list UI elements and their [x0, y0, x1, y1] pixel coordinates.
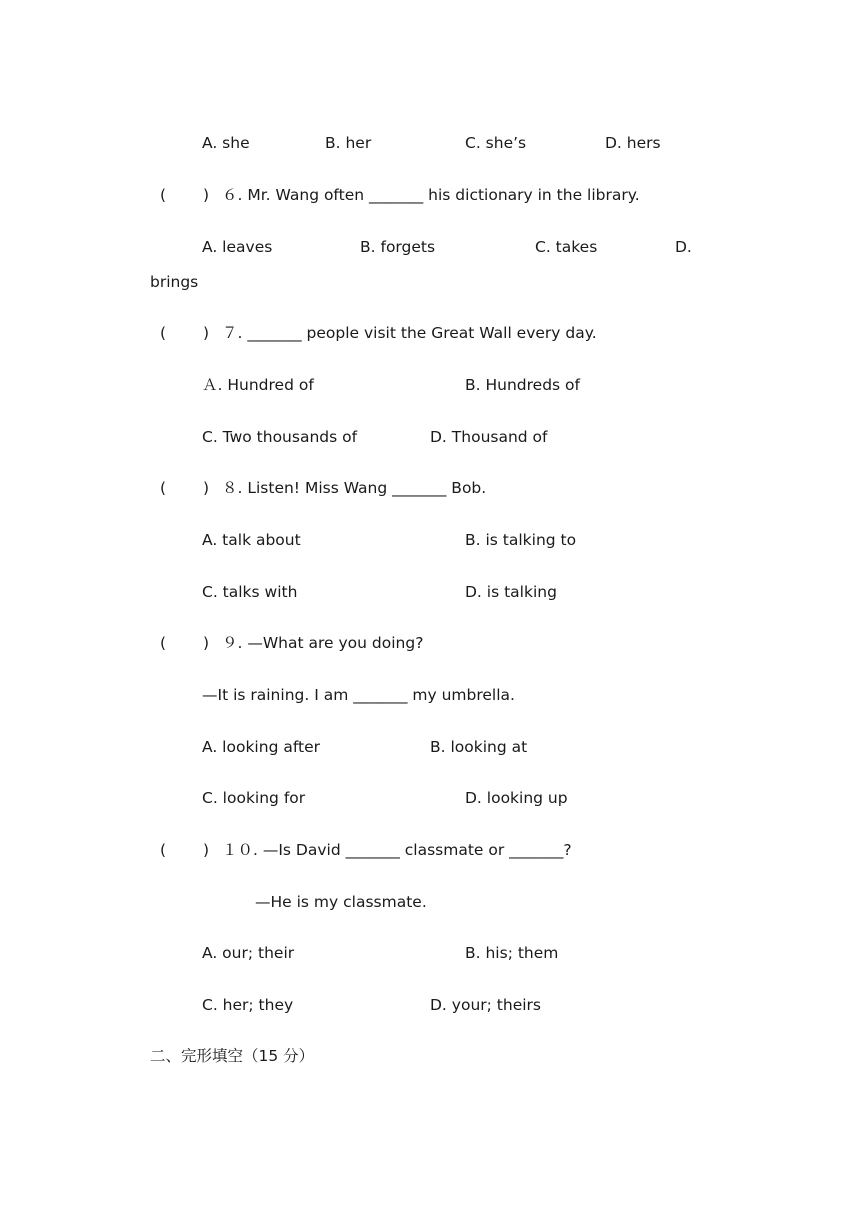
q8-option-d: D. is talking — [465, 583, 557, 601]
q5-option-a: A. she — [202, 134, 250, 152]
q8-answer-paren-open: ( — [160, 479, 167, 497]
q7-option-a: Ａ. Hundred of — [202, 376, 314, 394]
q7-answer-paren-open: ( — [160, 324, 167, 342]
q10-answer-paren-close: ) — [203, 841, 210, 859]
q7-option-c: C. Two thousands of — [202, 428, 358, 446]
q7-stem: ７. _______ people visit the Great Wall every day. — [222, 324, 597, 342]
q9-stem: ９. —What are you doing? — [222, 634, 424, 652]
q9-answer-paren-open: ( — [160, 634, 167, 652]
q9-option-a: A. looking after — [202, 738, 320, 756]
q5-option-b: B. her — [325, 134, 372, 152]
q10-option-d: D. your; theirs — [430, 996, 541, 1014]
q9-dialogue-line: —It is raining. I am _______ my umbrella. — [202, 686, 515, 704]
q10-dialogue-line: —He is my classmate. — [255, 893, 427, 911]
q10-stem: １０. —Is David _______ classmate or _______? — [222, 841, 572, 859]
q7-option-b: B. Hundreds of — [465, 376, 580, 394]
q6-option-b: B. forgets — [360, 238, 436, 256]
q9-option-c: C. looking for — [202, 789, 306, 807]
q8-option-a: A. talk about — [202, 531, 301, 549]
q9-answer-paren-close: ) — [203, 634, 210, 652]
q8-option-c: C. talks with — [202, 583, 298, 601]
q8-option-b: B. is talking to — [465, 531, 577, 549]
q7-option-d: D. Thousand of — [430, 428, 548, 446]
q6-option-c: C. takes — [535, 238, 598, 256]
q8-stem: ８. Listen! Miss Wang _______ Bob. — [222, 479, 487, 497]
q9-option-d: D. looking up — [465, 789, 568, 807]
q6-option-d-wrap: brings — [150, 273, 199, 291]
q5-option-c: C. she’s — [465, 134, 527, 152]
q7-answer-paren-close: ) — [203, 324, 210, 342]
q10-option-b: B. his; them — [465, 944, 559, 962]
q10-answer-paren-open: ( — [160, 841, 167, 859]
q10-option-c: C. her; they — [202, 996, 294, 1014]
q10-option-a: A. our; their — [202, 944, 295, 962]
q8-answer-paren-close: ) — [203, 479, 210, 497]
q6-answer-paren-open: ( — [160, 186, 167, 204]
q6-answer-paren-close: ) — [203, 186, 210, 204]
q6-option-a: A. leaves — [202, 238, 273, 256]
q6-stem: ６. Mr. Wang often _______ his dictionary in the library. — [222, 186, 640, 204]
section-2-heading: 二、完形填空（15 分） — [150, 1047, 315, 1065]
q6-option-d: D. — [675, 238, 692, 256]
q9-option-b: B. looking at — [430, 738, 528, 756]
q5-option-d: D. hers — [605, 134, 661, 152]
